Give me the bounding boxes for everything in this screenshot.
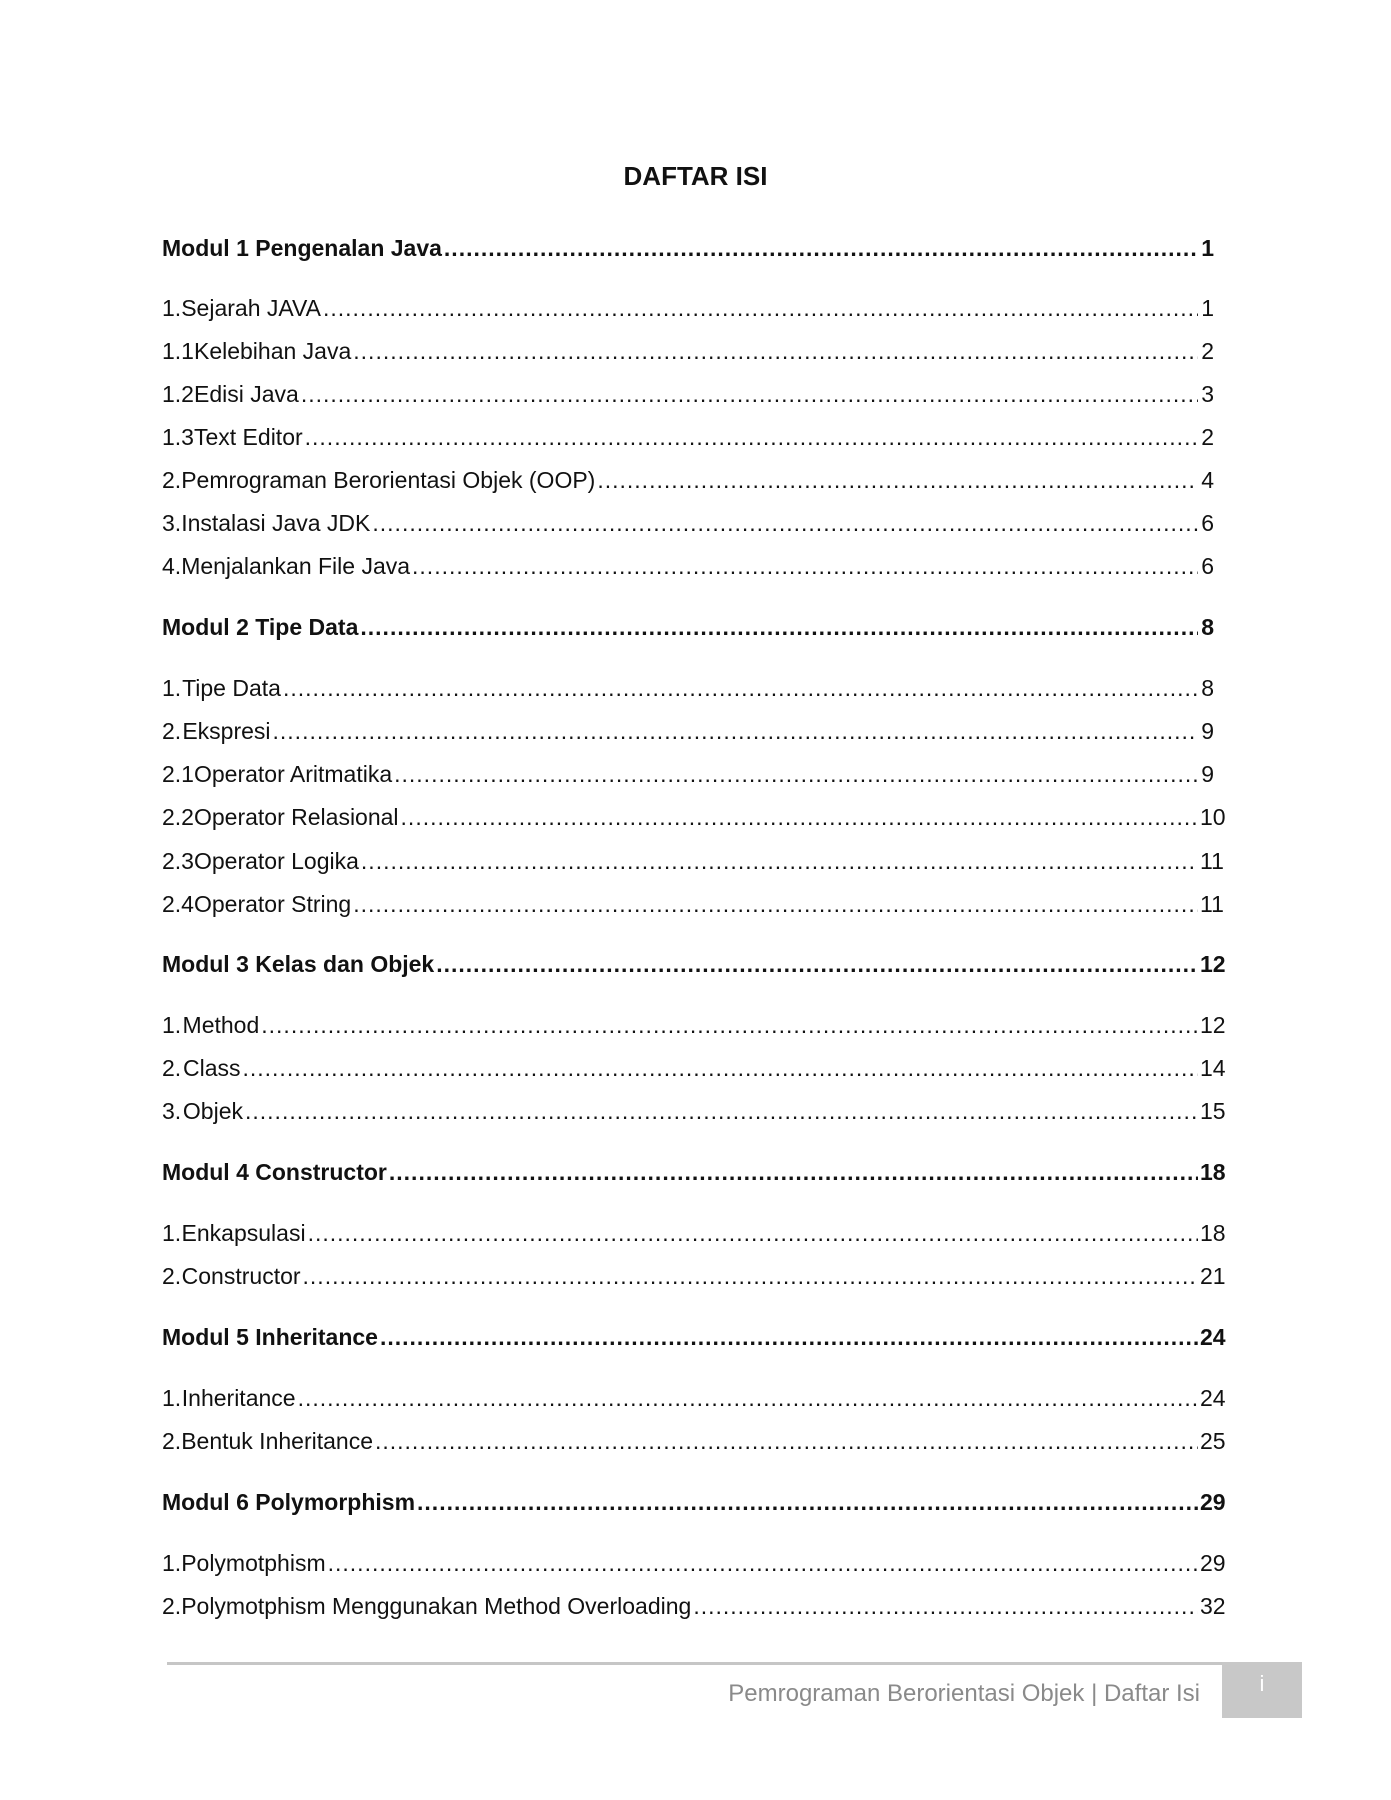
toc-page: 8 [1201, 675, 1214, 701]
dot-leader [394, 758, 1198, 790]
toc-page: 15 [1200, 1098, 1226, 1124]
toc-label: Inheritance [181, 1385, 296, 1411]
toc-entry[interactable] [162, 1425, 1226, 1457]
toc-label: Menjalankan File Java [181, 553, 411, 579]
toc-module-2[interactable] [162, 611, 1214, 643]
dot-leader [305, 421, 1198, 453]
toc-module-6[interactable] [162, 1486, 1226, 1518]
toc-label: Modul 1 Pengenalan Java [162, 235, 442, 261]
toc-number: 3. [162, 510, 182, 536]
toc-label: Objek [182, 1098, 243, 1124]
toc-number: 4. [162, 553, 182, 579]
dot-leader [361, 845, 1198, 877]
dot-leader [389, 1156, 1198, 1188]
toc-entry[interactable] [162, 801, 1226, 833]
toc-page: 2 [1201, 424, 1214, 450]
toc-number: 2. [162, 718, 182, 744]
toc-number: 1. [162, 1385, 182, 1411]
toc-module-1[interactable] [162, 232, 1214, 264]
toc-page: 25 [1200, 1428, 1226, 1454]
toc-number: 1.1 [162, 338, 194, 364]
toc-label: Modul 2 Tipe Data [162, 614, 359, 640]
toc-number: 1. [162, 1550, 182, 1576]
dot-leader [375, 1425, 1198, 1457]
toc-entry[interactable] [162, 1217, 1226, 1249]
toc-number: 2. [162, 1263, 182, 1289]
toc-entry[interactable] [162, 888, 1224, 920]
dot-leader [328, 1547, 1198, 1579]
dot-leader [273, 715, 1198, 747]
toc-number: 2.3 [162, 848, 194, 874]
toc-label: Modul 5 Inheritance [162, 1324, 378, 1350]
toc-page: 29 [1200, 1489, 1226, 1515]
toc-page: 10 [1200, 804, 1226, 830]
toc-number: 1. [162, 675, 182, 701]
dot-leader [298, 1382, 1198, 1414]
toc-number: 1.2 [162, 381, 194, 407]
dot-leader [597, 464, 1198, 496]
toc-page: 9 [1201, 761, 1214, 787]
toc-label: Polymotphism Menggunakan Method Overloading [181, 1593, 692, 1619]
toc-number: 2. [162, 1593, 182, 1619]
toc-label: Operator Aritmatika [193, 761, 393, 787]
dot-leader [242, 1052, 1198, 1084]
dot-leader [412, 550, 1198, 582]
toc-page: 1 [1201, 235, 1214, 261]
toc-page: 8 [1201, 614, 1214, 640]
dot-leader [444, 232, 1198, 264]
toc-module-5[interactable] [162, 1321, 1226, 1353]
toc-module-4[interactable] [162, 1156, 1226, 1188]
toc-number: 1.3 [162, 424, 194, 450]
toc-label: Tipe Data [182, 675, 281, 701]
toc-page: 11 [1200, 891, 1224, 917]
toc-entry[interactable] [162, 1260, 1226, 1292]
toc-page: 11 [1200, 848, 1224, 874]
dot-leader [353, 888, 1198, 920]
toc-entry[interactable] [162, 507, 1214, 539]
toc-label: Modul 4 Constructor [162, 1159, 387, 1185]
toc-label: Sejarah JAVA [181, 295, 321, 321]
toc-label: Modul 6 Polymorphism [162, 1489, 416, 1515]
dot-leader [301, 378, 1198, 410]
toc-entry[interactable] [162, 335, 1214, 367]
toc-label: Method [182, 1012, 260, 1038]
toc-label: Bentuk Inheritance [181, 1428, 373, 1454]
toc-number: 3. [162, 1098, 182, 1124]
toc-label: Instalasi Java JDK [181, 510, 371, 536]
toc-entry[interactable] [162, 715, 1214, 747]
dot-leader [353, 335, 1198, 367]
toc-page: 2 [1201, 338, 1214, 364]
toc-label: Operator Relasional [193, 804, 399, 830]
toc-entry[interactable] [162, 845, 1224, 877]
toc-entry[interactable] [162, 421, 1214, 453]
dot-leader [283, 672, 1198, 704]
toc-page: 1 [1201, 295, 1214, 321]
dot-leader [417, 1486, 1198, 1518]
toc-entry[interactable] [162, 1052, 1226, 1084]
toc-label: Polymotphism [181, 1550, 326, 1576]
toc-entry[interactable] [162, 1095, 1226, 1127]
toc-label: Edisi Java [193, 381, 299, 407]
toc-page: 29 [1200, 1550, 1226, 1576]
dot-leader [308, 1217, 1198, 1249]
toc-label: Ekspresi [182, 718, 271, 744]
toc-number: 1. [162, 1220, 182, 1246]
dot-leader [401, 801, 1198, 833]
toc-label: Text Editor [193, 424, 303, 450]
toc-page: 9 [1201, 718, 1214, 744]
page-title: DAFTAR ISI [623, 161, 768, 191]
toc-page: 6 [1201, 553, 1214, 579]
toc-page: 12 [1200, 1012, 1226, 1038]
toc-number: 2.1 [162, 761, 194, 787]
toc-entry[interactable] [162, 550, 1214, 582]
toc-page: 24 [1200, 1385, 1226, 1411]
toc-module-3[interactable] [162, 948, 1226, 980]
toc-number: 2.2 [162, 804, 194, 830]
toc-page: 4 [1201, 467, 1214, 493]
toc-entry[interactable] [162, 1382, 1226, 1414]
footer-page-number: i [1222, 1662, 1302, 1718]
dot-leader [261, 1009, 1198, 1041]
dot-leader [303, 1260, 1198, 1292]
toc-entry[interactable] [162, 1009, 1226, 1041]
dot-leader [323, 292, 1198, 324]
toc-entry[interactable] [162, 378, 1214, 410]
toc-entry[interactable] [162, 672, 1214, 704]
toc-label: Operator Logika [193, 848, 359, 874]
toc-entry[interactable] [162, 292, 1214, 324]
toc-page: 21 [1200, 1263, 1226, 1289]
toc-entry[interactable] [162, 464, 1214, 496]
toc-label: Kelebihan Java [193, 338, 352, 364]
toc-page: 12 [1200, 951, 1226, 977]
toc-label: Modul 3 Kelas dan Objek [162, 951, 435, 977]
footer-running-title: Pemrograman Berorientasi Objek | Daftar Isi [728, 1680, 1200, 1707]
toc-label: Operator String [193, 891, 352, 917]
toc-label: Enkapsulasi [181, 1220, 306, 1246]
toc-page: 18 [1200, 1220, 1226, 1246]
dot-leader [380, 1321, 1198, 1353]
toc-page: 14 [1200, 1055, 1226, 1081]
toc-label: Pemrograman Berorientasi Objek (OOP) [181, 467, 596, 493]
toc-page: 3 [1201, 381, 1214, 407]
toc-number: 2. [162, 1428, 182, 1454]
dot-leader [436, 948, 1198, 980]
dot-leader [693, 1590, 1198, 1622]
toc-label: Class [182, 1055, 241, 1081]
toc-entry[interactable] [162, 758, 1214, 790]
toc-page: 6 [1201, 510, 1214, 536]
toc-page: 24 [1200, 1324, 1226, 1350]
toc-entry[interactable] [162, 1590, 1226, 1622]
dot-leader [372, 507, 1198, 539]
dot-leader [245, 1095, 1198, 1127]
toc-page: 32 [1200, 1593, 1226, 1619]
dot-leader [360, 611, 1198, 643]
toc-number: 1. [162, 1012, 182, 1038]
toc-number: 2. [162, 467, 182, 493]
toc-entry[interactable] [162, 1547, 1226, 1579]
toc-number: 2. [162, 1055, 182, 1081]
toc-page: 18 [1200, 1159, 1226, 1185]
footer-divider [167, 1662, 1302, 1665]
toc-label: Constructor [181, 1263, 301, 1289]
toc-number: 1. [162, 295, 182, 321]
toc-number: 2.4 [162, 891, 194, 917]
